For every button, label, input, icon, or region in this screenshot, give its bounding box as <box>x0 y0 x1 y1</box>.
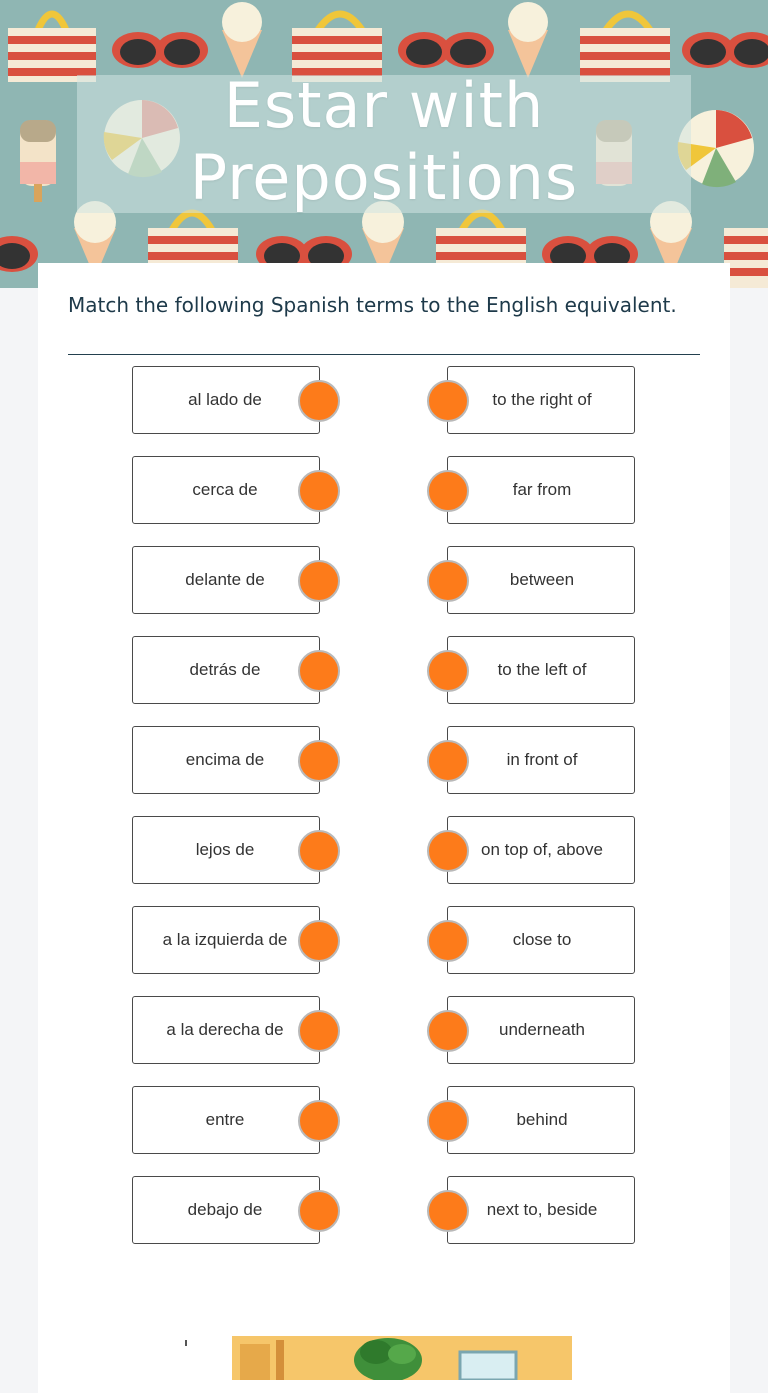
english-term-label: to the right of <box>492 390 592 409</box>
english-term-label: next to, beside <box>486 1200 598 1219</box>
spanish-term-connector[interactable] <box>298 740 340 782</box>
instructions-text: Match the following Spanish terms to the English equivalent. <box>68 293 677 317</box>
title-line-1: Estar with <box>223 69 545 142</box>
spanish-term-box[interactable] <box>132 456 320 524</box>
page-title <box>77 70 691 214</box>
english-term-label: far from <box>512 480 572 499</box>
spanish-term-box[interactable] <box>132 1086 320 1154</box>
spanish-term-connector[interactable] <box>298 920 340 962</box>
english-term-connector[interactable] <box>427 1100 469 1142</box>
sunglasses-icon <box>0 236 38 272</box>
header-banner <box>0 0 768 288</box>
ice-cream-icon <box>222 2 262 78</box>
spanish-term-box[interactable] <box>132 996 320 1064</box>
spanish-term-connector[interactable] <box>298 380 340 422</box>
spanish-term-connector[interactable] <box>298 560 340 602</box>
sunglasses-icon <box>112 32 208 68</box>
spanish-term-connector[interactable] <box>298 650 340 692</box>
english-term-connector[interactable] <box>427 740 469 782</box>
spanish-term-label: a la derecha de <box>166 1020 284 1039</box>
english-term-box[interactable] <box>447 636 635 704</box>
english-term-label: between <box>509 570 575 589</box>
spanish-term-connector[interactable] <box>298 1190 340 1232</box>
title-line-2: Prepositions <box>189 141 579 214</box>
english-term-box[interactable] <box>447 1086 635 1154</box>
popsicle-icon <box>20 120 56 202</box>
spanish-term-label: detrás de <box>189 660 261 679</box>
english-term-box[interactable] <box>447 366 635 434</box>
spanish-term-label: entre <box>205 1110 245 1129</box>
english-term-label: on top of, above <box>481 840 603 859</box>
english-term-connector[interactable] <box>427 380 469 422</box>
spanish-term-label: lejos de <box>195 840 255 859</box>
spanish-term-box[interactable] <box>132 816 320 884</box>
spanish-term-box[interactable] <box>132 726 320 794</box>
spanish-term-label: debajo de <box>187 1200 263 1219</box>
english-term-label: underneath <box>498 1020 586 1039</box>
english-term-connector[interactable] <box>427 830 469 872</box>
beach-bag-icon <box>724 228 768 288</box>
spanish-term-connector[interactable] <box>298 1010 340 1052</box>
english-term-box[interactable] <box>447 546 635 614</box>
english-term-connector[interactable] <box>427 920 469 962</box>
spanish-term-connector[interactable] <box>298 470 340 512</box>
english-term-label: to the left of <box>497 660 587 679</box>
english-term-box[interactable] <box>447 726 635 794</box>
english-term-box[interactable] <box>447 1176 635 1244</box>
plant-icon <box>354 1338 422 1380</box>
room-illustration <box>180 1330 580 1380</box>
english-term-box[interactable] <box>447 996 635 1064</box>
spanish-term-box[interactable] <box>132 366 320 434</box>
spanish-term-label: cerca de <box>192 480 258 499</box>
spanish-term-label: al lado de <box>188 390 262 409</box>
english-term-label: close to <box>512 930 572 949</box>
english-term-connector[interactable] <box>427 650 469 692</box>
spanish-term-box[interactable] <box>132 906 320 974</box>
spanish-term-connector[interactable] <box>298 1100 340 1142</box>
english-term-connector[interactable] <box>427 470 469 512</box>
english-term-box[interactable] <box>447 456 635 524</box>
english-term-box[interactable] <box>447 816 635 884</box>
divider <box>68 354 700 355</box>
spanish-term-connector[interactable] <box>298 830 340 872</box>
spanish-term-box[interactable] <box>132 636 320 704</box>
english-term-connector[interactable] <box>427 1190 469 1232</box>
english-term-label: in front of <box>506 750 578 769</box>
spanish-term-box[interactable] <box>132 1176 320 1244</box>
spanish-term-label: delante de <box>185 570 265 589</box>
ice-cream-icon <box>508 2 548 78</box>
english-term-label: behind <box>516 1110 568 1129</box>
sunglasses-icon <box>398 32 494 68</box>
spanish-term-label: encima de <box>185 750 265 769</box>
sunglasses-icon <box>682 32 768 68</box>
english-term-connector[interactable] <box>427 560 469 602</box>
english-term-connector[interactable] <box>427 1010 469 1052</box>
spanish-term-label: a la izquierda de <box>162 930 288 949</box>
english-term-box[interactable] <box>447 906 635 974</box>
spanish-term-box[interactable] <box>132 546 320 614</box>
